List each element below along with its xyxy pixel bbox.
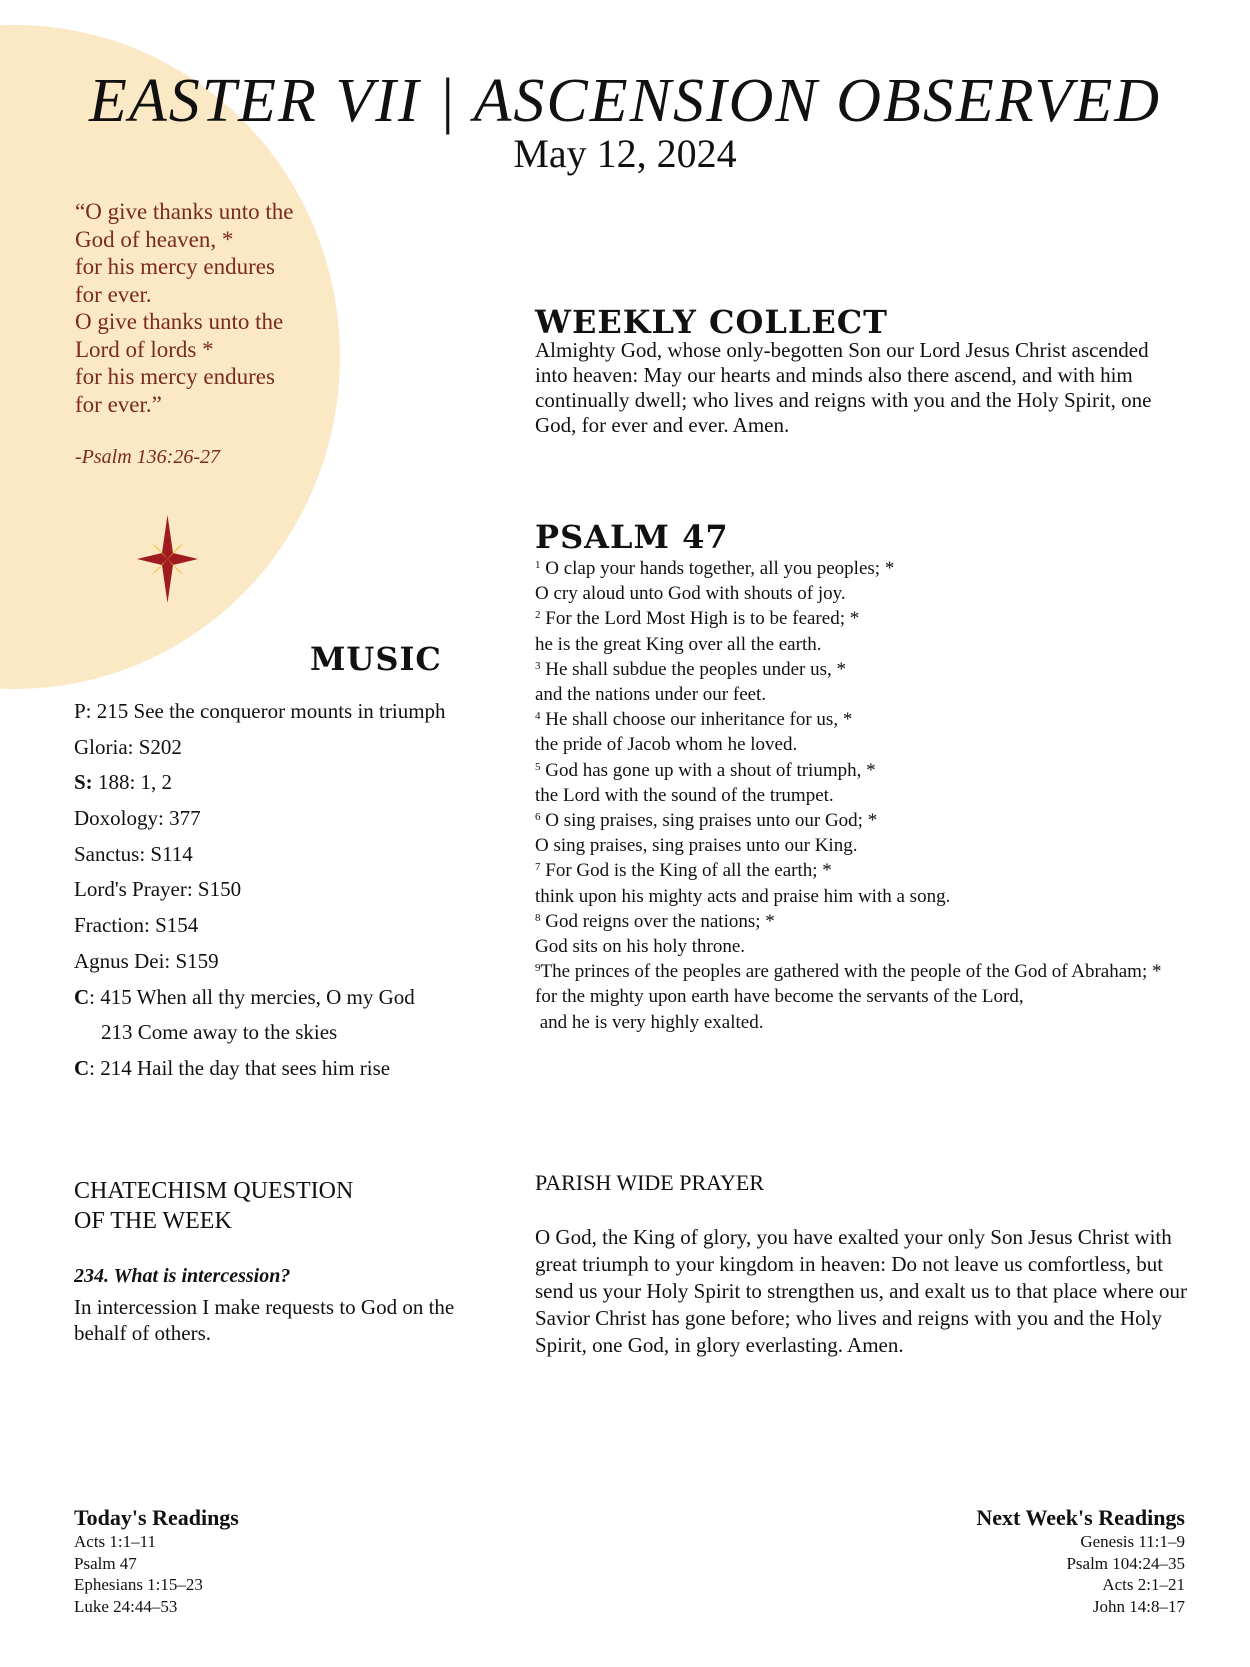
music-item-text: Agnus Dei: S159 — [74, 948, 219, 973]
psalm-line — [535, 884, 1161, 909]
music-item — [74, 980, 446, 1016]
psalm-line-text: God reigns over the nations; * — [545, 910, 775, 932]
next-week-readings — [976, 1505, 1185, 1617]
music-item-text: : 415 When all thy mercies, O my God — [89, 984, 415, 1009]
music-item-text: : 214 Hail the day that sees him rise — [89, 1055, 391, 1080]
reading-item: Acts 1:1–11 — [74, 1532, 157, 1551]
psalm-line — [535, 1010, 1161, 1035]
psalm-line-text: for the mighty upon earth have become the servants of the Lord, — [535, 986, 1024, 1008]
music-item-text: Fraction: S154 — [74, 913, 199, 938]
music-item-prefix: S: — [74, 770, 93, 795]
quote-line: God of heaven, * — [75, 226, 234, 252]
music-item — [74, 837, 446, 873]
verse-number: 8 — [535, 911, 541, 924]
psalm-line-text: O sing praises, sing praises unto our God; * — [545, 810, 878, 832]
catechism-heading-line: OF THE WEEK — [74, 1208, 232, 1234]
psalm-line-text: the Lord with the sound of the trumpet. — [535, 784, 834, 806]
psalm-line — [535, 833, 1161, 858]
psalm-line — [535, 858, 1161, 883]
psalm-line — [535, 959, 1161, 984]
psalm-line — [535, 934, 1161, 959]
psalm-line-text: he is the great King over all the earth. — [535, 633, 822, 655]
psalm-line — [535, 707, 1161, 732]
psalm-heading: PSALM 47 — [535, 518, 729, 556]
music-item-text: Lord's Prayer: S150 — [74, 877, 242, 902]
psalm-line — [535, 632, 1161, 657]
collect-text: Almighty God, whose only-begotten Son our Lord Jesus Christ ascended into heaven: May our hearts and minds also there ascend, and with him continually dwell; who lives and reigns with you and the Holy Spirit, one God, for ever and ever. Amen. — [535, 338, 1152, 437]
quote-line: for ever. — [75, 281, 152, 307]
quote-line: for ever.” — [75, 391, 162, 417]
music-item — [74, 730, 446, 766]
todays-readings-title: Today's Readings — [74, 1505, 239, 1530]
music-item-text: 188: 1, 2 — [92, 770, 173, 795]
psalm-line-text: The princes of the peoples are gathered with the people of the God of Abraham; * — [540, 961, 1162, 983]
music-item-text: Gloria: S202 — [74, 734, 182, 759]
psalm-line — [535, 758, 1161, 783]
psalm-line-text: He shall subdue the peoples under us, * — [545, 658, 847, 680]
catechism-answer: In intercession I make requests to God on the behalf of others. — [74, 1295, 455, 1345]
verse-number: 1 — [535, 559, 541, 571]
catechism-question: 234. What is intercession? — [74, 1265, 291, 1287]
music-item-text: Doxology: 377 — [74, 806, 201, 831]
psalm-line — [535, 581, 1161, 606]
psalm-line-text: O clap your hands together, all you peoples; * — [545, 558, 895, 579]
music-item — [74, 944, 446, 980]
reading-item: Ephesians 1:15–23 — [74, 1575, 203, 1594]
music-item — [74, 1015, 446, 1051]
reading-item: John 14:8–17 — [1092, 1596, 1185, 1616]
psalm-line-text: He shall choose our inheritance for us, * — [545, 709, 853, 731]
psalm-line — [535, 682, 1161, 707]
next-readings-title: Next Week's Readings — [976, 1505, 1185, 1530]
verse-number: 9 — [535, 962, 541, 975]
psalm-line-text: and he is very highly exalted. — [535, 1011, 764, 1033]
psalm-line-text: For the Lord Most High is to be feared; * — [545, 608, 860, 630]
reading-item: Acts 2:1–21 — [1102, 1575, 1185, 1594]
verse-number: 3 — [535, 659, 541, 672]
psalm-line — [535, 808, 1161, 833]
music-item-text: Sanctus: S114 — [74, 841, 193, 866]
verse-number: 6 — [535, 811, 541, 824]
psalm-line-text: and the nations under our feet. — [535, 684, 767, 706]
quote-line: O give thanks unto the — [75, 309, 284, 334]
music-item-text: 213 Come away to the skies — [101, 1020, 338, 1045]
music-item — [74, 872, 446, 908]
music-item — [74, 765, 446, 801]
catechism-heading — [74, 1176, 454, 1236]
music-item — [74, 908, 446, 944]
page-title: EASTER VII | ASCENSION OBSERVED — [88, 67, 1162, 135]
verse-number: 2 — [535, 609, 541, 622]
quote-citation: -Psalm 136:26-27 — [75, 446, 220, 468]
reading-item: Luke 24:44–53 — [74, 1596, 178, 1616]
psalm-line-text: think upon his mighty acts and praise him with a song. — [535, 885, 951, 907]
psalm-line-text: O cry aloud unto God with shouts of joy. — [535, 583, 846, 605]
parish-prayer-text: O God, the King of glory, you have exalted your only Son Jesus Christ with great triumph to your kingdom in heaven: Do not leave us comfortless, but send us your Holy Spirit to strengthen us, and exalt us to that place where our Savior Christ has gone before; who lives and reigns with you and the Holy Spirit, one God, in glory everlasting. Amen. — [535, 1225, 1188, 1357]
psalm-line — [535, 909, 1161, 934]
catechism-heading-line: CHATECHISM QUESTION — [74, 1178, 354, 1204]
music-list — [74, 694, 446, 1087]
music-item — [74, 801, 446, 837]
service-date: May 12, 2024 — [513, 131, 737, 176]
psalm-text — [535, 556, 1161, 1035]
music-item — [74, 1051, 446, 1087]
psalm-line — [535, 606, 1161, 631]
quote-line: for his mercy endures — [75, 254, 275, 279]
reading-item: Genesis 11:1–9 — [1080, 1532, 1185, 1551]
psalm-line-text: God sits on his holy throne. — [535, 936, 746, 958]
music-heading: MUSIC — [310, 640, 442, 678]
psalm-line-text: the pride of Jacob whom he loved. — [535, 734, 798, 756]
verse-number: 5 — [535, 760, 541, 773]
reading-item: Psalm 104:24–35 — [1066, 1553, 1185, 1573]
music-item-text: P: 215 See the conqueror mounts in triumph — [74, 699, 446, 723]
psalm-line-text: For God is the King of all the earth; * — [545, 860, 832, 882]
quote-line: Lord of lords * — [75, 336, 214, 362]
music-item-prefix: C — [74, 984, 90, 1009]
verse-number: 4 — [535, 710, 541, 723]
todays-readings — [74, 1505, 239, 1617]
scripture-quote — [75, 198, 315, 418]
psalm-line — [535, 732, 1161, 757]
verse-number: 7 — [535, 861, 541, 874]
music-item — [74, 694, 446, 730]
parish-prayer-heading: PARISH WIDE PRAYER — [535, 1170, 765, 1195]
psalm-line — [535, 783, 1161, 808]
compass-cross-icon — [135, 513, 200, 605]
quote-line: for his mercy endures — [75, 364, 275, 389]
psalm-line-text: God has gone up with a shout of triumph, * — [545, 759, 876, 781]
collect-heading: WEEKLY COLLECT — [535, 303, 888, 341]
psalm-line-text: O sing praises, sing praises unto our King. — [535, 835, 858, 857]
psalm-line — [535, 556, 1161, 581]
quote-line: “O give thanks unto the — [75, 199, 294, 224]
psalm-line — [535, 984, 1161, 1009]
psalm-line — [535, 657, 1161, 682]
reading-item: Psalm 47 — [74, 1553, 137, 1573]
music-item-prefix: C — [74, 1055, 90, 1080]
